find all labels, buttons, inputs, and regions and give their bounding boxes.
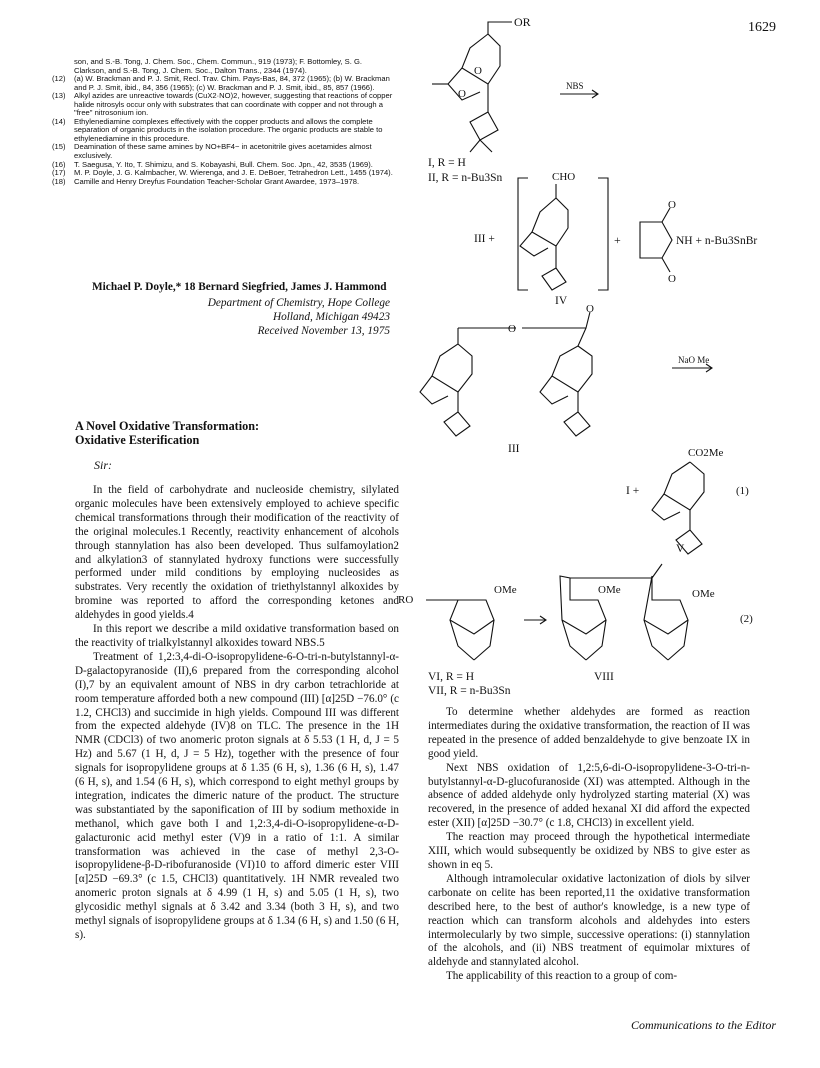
page-number: 1629 xyxy=(748,20,776,35)
reference-number: (13) xyxy=(52,91,66,101)
affiliation-department: Department of Chemistry, Hope College xyxy=(207,297,390,309)
bracket-right xyxy=(598,178,608,290)
paragraph: Treatment of 1,2:3,4-di-O-isopropylidene-6-O-tri-n-butylstannyl-α-D-galactopyranoside (II),6 prepared from the corresponding alcohol (I),7 by an equivalent amount of NBS in dry carbon tetrachloride at room temperature afforded both a new compound (III) [α]25D −76.0° (c 1.2, CHCl3) and succimide in high yields. Compound III was different from the expected aldehyde (IV)8 on TLC. The presence in the 1H NMR (CDCl3) of two anomeric proton signals at δ 5.53 (1 H, d, J = 5 Hz) and 5.67 (1 H, d, J = 5 Hz), together with the presence of four signals for isopropylidene groups at δ 1.35 (6 H, s), 1.36 (6 H, s), 1.47 (6 H, s), and 1.54 (6 H, s), which correspond to eight methyl groups by integration, indicates the dimeric nature of the product. The structure was substantiated by the saponification of III by sodium methoxide in methanol, which gave both I and 1,2:3,4-di-O-isopropylidene-α-D-galacturonic acid methyl ester (V)9 in a ratio of 1:1. A similar transformation was achieved in the case of methyl 2,3-O-isopropylidene-β-D-ribofuranoside (VI)10 to afford dimeric ester VIII [α]25D −69.3° (c 1.5, CHCl3) quantitatively. 1H NMR revealed two anomeric proton signals at δ 4.99 (1 H, s) and 5.05 (1 H, s), two glycosidic methyl signals at δ 3.42 and 3.34 (both 3 H, s), and two methyl signals of isopropylidene groups at δ 1.34 (6 H, s) and 1.50 (6 H, s). xyxy=(75,650,399,941)
methoxy-OMe: OMe xyxy=(692,588,715,600)
methyl-ester-CO2Me: CO2Me xyxy=(688,447,724,459)
paragraph: Although intramolecular oxidative lactonization of diols by silver carbonate on celite has been reported,11 the oxidative transformation described here, to the best of author's knowledge, is a new type of reaction which can transform alcohols and aldehydes into esters intermolecularly by two simple, successive operations: (i) stannylation of the alcohols, and (ii) NBS treatment of equimolar mixtures of aldehyde and stannylated alcohol. xyxy=(428,872,750,969)
page-footer: Communications to the Editor xyxy=(631,1018,776,1032)
equation-number-2: (2) xyxy=(740,613,753,625)
methyl-ester-structure-V xyxy=(652,462,704,554)
ring-oxygen-label: O xyxy=(474,65,482,77)
ribofuranoside-structures-VI-VIII xyxy=(426,564,688,660)
reference-number: (16) xyxy=(52,159,66,169)
compound-label-I: I, R = H xyxy=(428,157,466,169)
paragraph: In the field of carbohydrate and nucleoside chemistry, silylated organic molecules have been extensively employed to achieve specific chemical transformations through their modification of the reactivity of the original molecules.1 Recently, reactivity enhancement of alcohols through stannylation has also been developed. Thus sulfamoylation2 and alkylation3 of stannylated hydroxy functions were successfully performed under mild conditions by employing nucleosides as substrates. Very recently the oxidation of triethylstannyl alkoxides by bromine was reported to afford the corresponding ketones and aldehydes in good yields.4 xyxy=(75,484,399,622)
I-plus: I + xyxy=(626,485,640,497)
compound-label-VIII: VIII xyxy=(594,671,614,683)
galactopyranose-structure-I xyxy=(432,22,512,152)
compound-label-VI: VI, R = H xyxy=(428,671,475,683)
aldehyde-CHO: CHO xyxy=(552,171,576,183)
carbonyl-oxygen-top: O xyxy=(668,199,676,211)
reference-number: (14) xyxy=(52,116,66,126)
ring-oxygen-label: O xyxy=(458,88,466,100)
reference-text: Ethylenediamine complexes effectively with the copper products and allows the complete separation of organic products in the isolation procedure. The organic products are stable to ethylenediamine in this procedure. xyxy=(74,116,383,143)
reference-text: Camille and Henry Dreyfus Foundation Teacher-Scholar Grant Awardee, 1973–1978. xyxy=(74,176,360,186)
paragraph: In this report we describe a mild oxidative transformation based on the reactivity of trialkylstannyl alkoxides toward NBS.5 xyxy=(75,623,399,649)
bracket-left xyxy=(518,178,528,290)
reference-text: Alkyl azides are unreactive towards (CuX2·NO)2, however, suggesting that reactions of copper halide nitrosyls occur only with substrates that can coordinate with copper and not through a "free" nitrosonium ion. xyxy=(74,91,393,118)
compound-label-VII: VII, R = n-Bu3Sn xyxy=(428,685,511,697)
article-title-line-1: A Novel Oxidative Transformation: xyxy=(75,419,260,433)
salutation: Sir: xyxy=(94,458,112,472)
paragraph: To determine whether aldehydes are formed as reaction intermediates during the oxidative transformation, the reaction of II was repeated in the presence of added benzaldehyde to give benzoate IX in good yield. xyxy=(428,706,750,760)
carbonyl-oxygen: O xyxy=(586,303,594,315)
reference-text: Deamination of these same amines by NO+BF4− in acetonitrile gives acetamides almost exclusively. xyxy=(74,142,372,161)
paragraph: Next NBS oxidation of 1,2:5,6-di-O-isopropylidene-3-O-tri-n-butylstannyl-α-D-glucofuranoside (XI) was attempted. Although in the absence of added aldehyde only hydrolyzed starting material (X) was recovered, in the presence of added hexanal XI did afford the expected ester (XII) [α]25D −30.7° (c 1.8, CHCl3) in excellent yield. xyxy=(428,761,750,830)
compound-label-III: III xyxy=(508,443,520,455)
reference-number: (17) xyxy=(52,168,66,178)
arrow-1-reagent: NBS xyxy=(566,81,584,91)
RO-group: RO xyxy=(398,594,414,606)
author-line: Michael P. Doyle,* 18 Bernard Siegfried, James J. Hammond xyxy=(92,281,387,293)
methoxy-OMe: OMe xyxy=(494,584,517,596)
compound-label-II: II, R = n-Bu3Sn xyxy=(428,172,503,184)
paragraph: The reaction may proceed through the hypothetical intermediate XIII, which would subsequently be oxidized by NBS to give ester as shown in eq 5. xyxy=(428,831,750,871)
reference-text: (a) W. Brackman and P. J. Smit, Recl. Trav. Chim. Pays-Bas, 84, 372 (1965); (b) W. Brackman and P. J. Smit, ibid., 84, 356 (1965); (c) W. Brackman and P. J. Smit, ibid., 85, 857 (1966). xyxy=(74,74,390,92)
ester-oxygen: O xyxy=(508,323,516,335)
methoxy-OMe: OMe xyxy=(598,584,621,596)
aldehyde-structure-IV xyxy=(520,184,568,290)
succinimide-structure xyxy=(640,208,672,272)
compound-label-V: V xyxy=(676,543,685,555)
substituent-OR: OR xyxy=(514,15,531,29)
arrow-2-reagent: NaO Me xyxy=(678,355,710,365)
affiliation-location: Holland, Michigan 49423 xyxy=(272,311,390,324)
article-title-line-2: Oxidative Esterification xyxy=(75,433,200,447)
reference-text: T. Saegusa, Y. Ito, T. Shimizu, and S. Kobayashi, Bull. Chem. Soc. Jpn., 42, 3535 (1969). xyxy=(74,159,373,169)
reference-number: (18) xyxy=(52,176,66,186)
paragraph: The applicability of this reaction to a group of com- xyxy=(446,970,678,983)
III-plus: III + xyxy=(474,233,495,245)
carbonyl-oxygen-bottom: O xyxy=(668,273,676,285)
plus-sign: + xyxy=(614,233,621,247)
reference-text: M. P. Doyle, J. G. Kalmbacher, W. Wierenga, and J. E. DeBoer, Tetrahedron Lett., 1455 (1974). xyxy=(74,168,393,178)
reference-number: (15) xyxy=(52,142,66,152)
reference-number: (12) xyxy=(52,74,66,84)
compound-label-IV: IV xyxy=(555,295,568,307)
succinimide-and-byproduct: NH + n-Bu3SnBr xyxy=(676,235,758,247)
equation-number-1: (1) xyxy=(736,485,749,497)
reference-text: son, and S.-B. Tong, J. Chem. Soc., Chem. Commun., 919 (1973); F. Bottomley, S. G. Clarkson, and S.-B. Tong, J. Chem. Soc., Dalton Trans., 2344 (1974). xyxy=(74,57,362,75)
received-date: Received November 13, 1975 xyxy=(257,325,390,338)
dimeric-ester-structure-III xyxy=(420,312,592,436)
